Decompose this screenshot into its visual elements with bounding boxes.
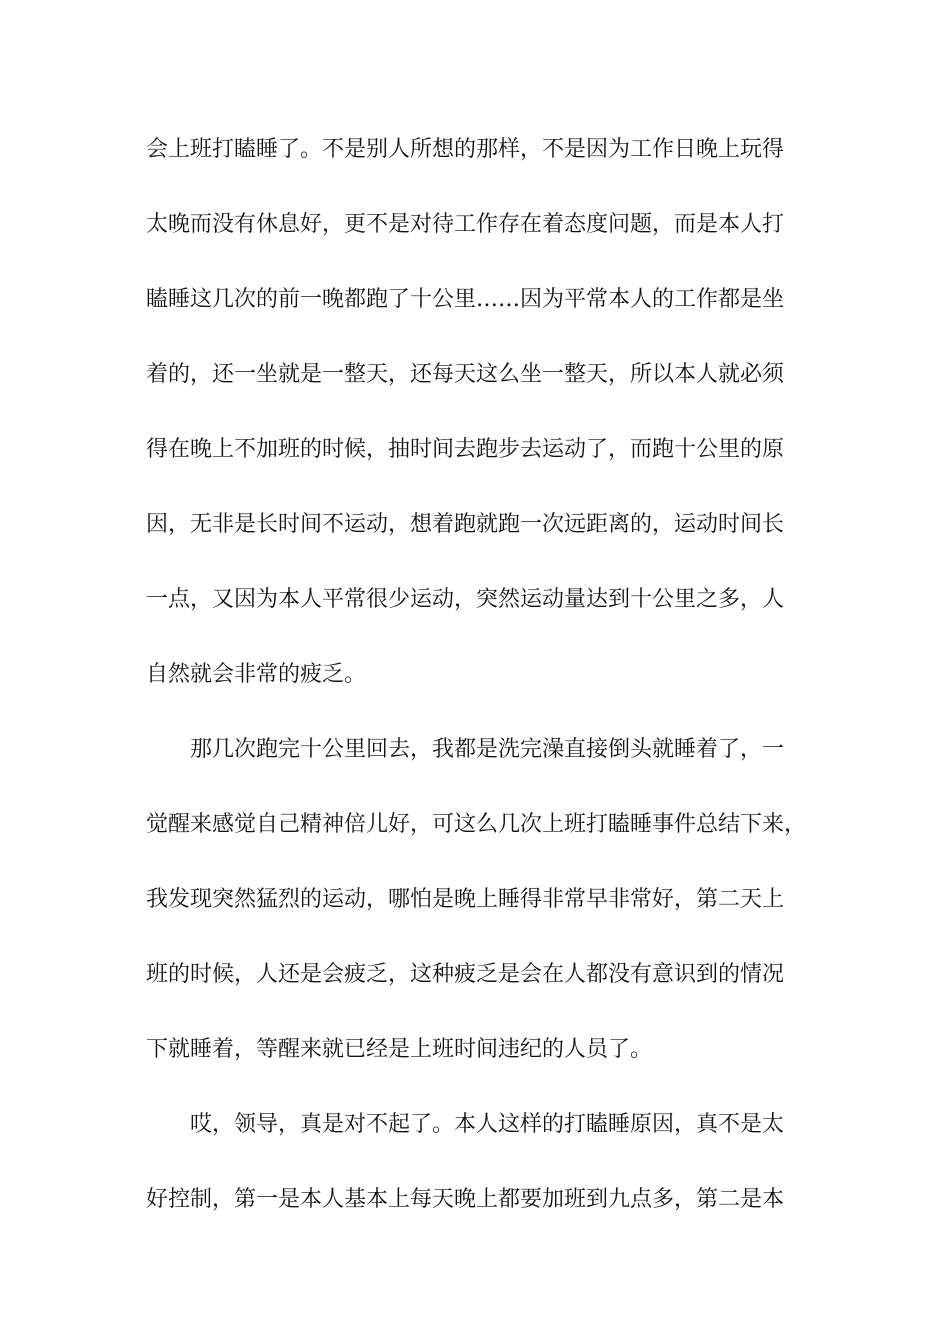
text-line: 好控制，第一是本人基本上每天晚上都要加班到九点多，第二是本 xyxy=(146,1187,785,1212)
text-line: 太晚而没有休息好，更不是对待工作存在着态度问题，而是本人打 xyxy=(146,212,785,237)
text-line: 自然就会非常的疲乏。 xyxy=(146,662,367,687)
text-line: 我发现突然猛烈的运动，哪怕是晚上睡得非常早非常好，第二天上 xyxy=(146,887,785,912)
text-line: 一点，又因为本人平常很少运动，突然运动量达到十公里之多，人 xyxy=(146,587,785,612)
text-line: 会上班打瞌睡了。不是别人所想的那样，不是因为工作日晚上玩得 xyxy=(146,137,785,162)
paragraph-start-line: 哎，领导，真是对不起了。本人这样的打瞌睡原因，真不是太 xyxy=(190,1112,785,1137)
paragraph-start-line: 那几次跑完十公里回去，我都是洗完澡直接倒头就睡着了，一 xyxy=(190,737,785,762)
text-line: 下就睡着，等醒来就已经是上班时间违纪的人员了。 xyxy=(146,1037,653,1062)
text-line: 瞌睡这几次的前一晚都跑了十公里……因为平常本人的工作都是坐 xyxy=(146,287,785,312)
document-body xyxy=(146,128,806,1253)
text-line: 觉醒来感觉自己精神倍儿好，可这么几次上班打瞌睡事件总结下来， xyxy=(146,812,807,837)
text-line: 着的，还一坐就是一整天，还每天这么坐一整天，所以本人就必须 xyxy=(146,362,785,387)
text-line: 得在晚上不加班的时候，抽时间去跑步去运动了，而跑十公里的原 xyxy=(146,437,785,462)
text-line: 因，无非是长时间不运动，想着跑就跑一次远距离的，运动时间长 xyxy=(146,512,785,537)
text-line: 班的时候，人还是会疲乏，这种疲乏是会在人都没有意识到的情况 xyxy=(146,962,785,987)
